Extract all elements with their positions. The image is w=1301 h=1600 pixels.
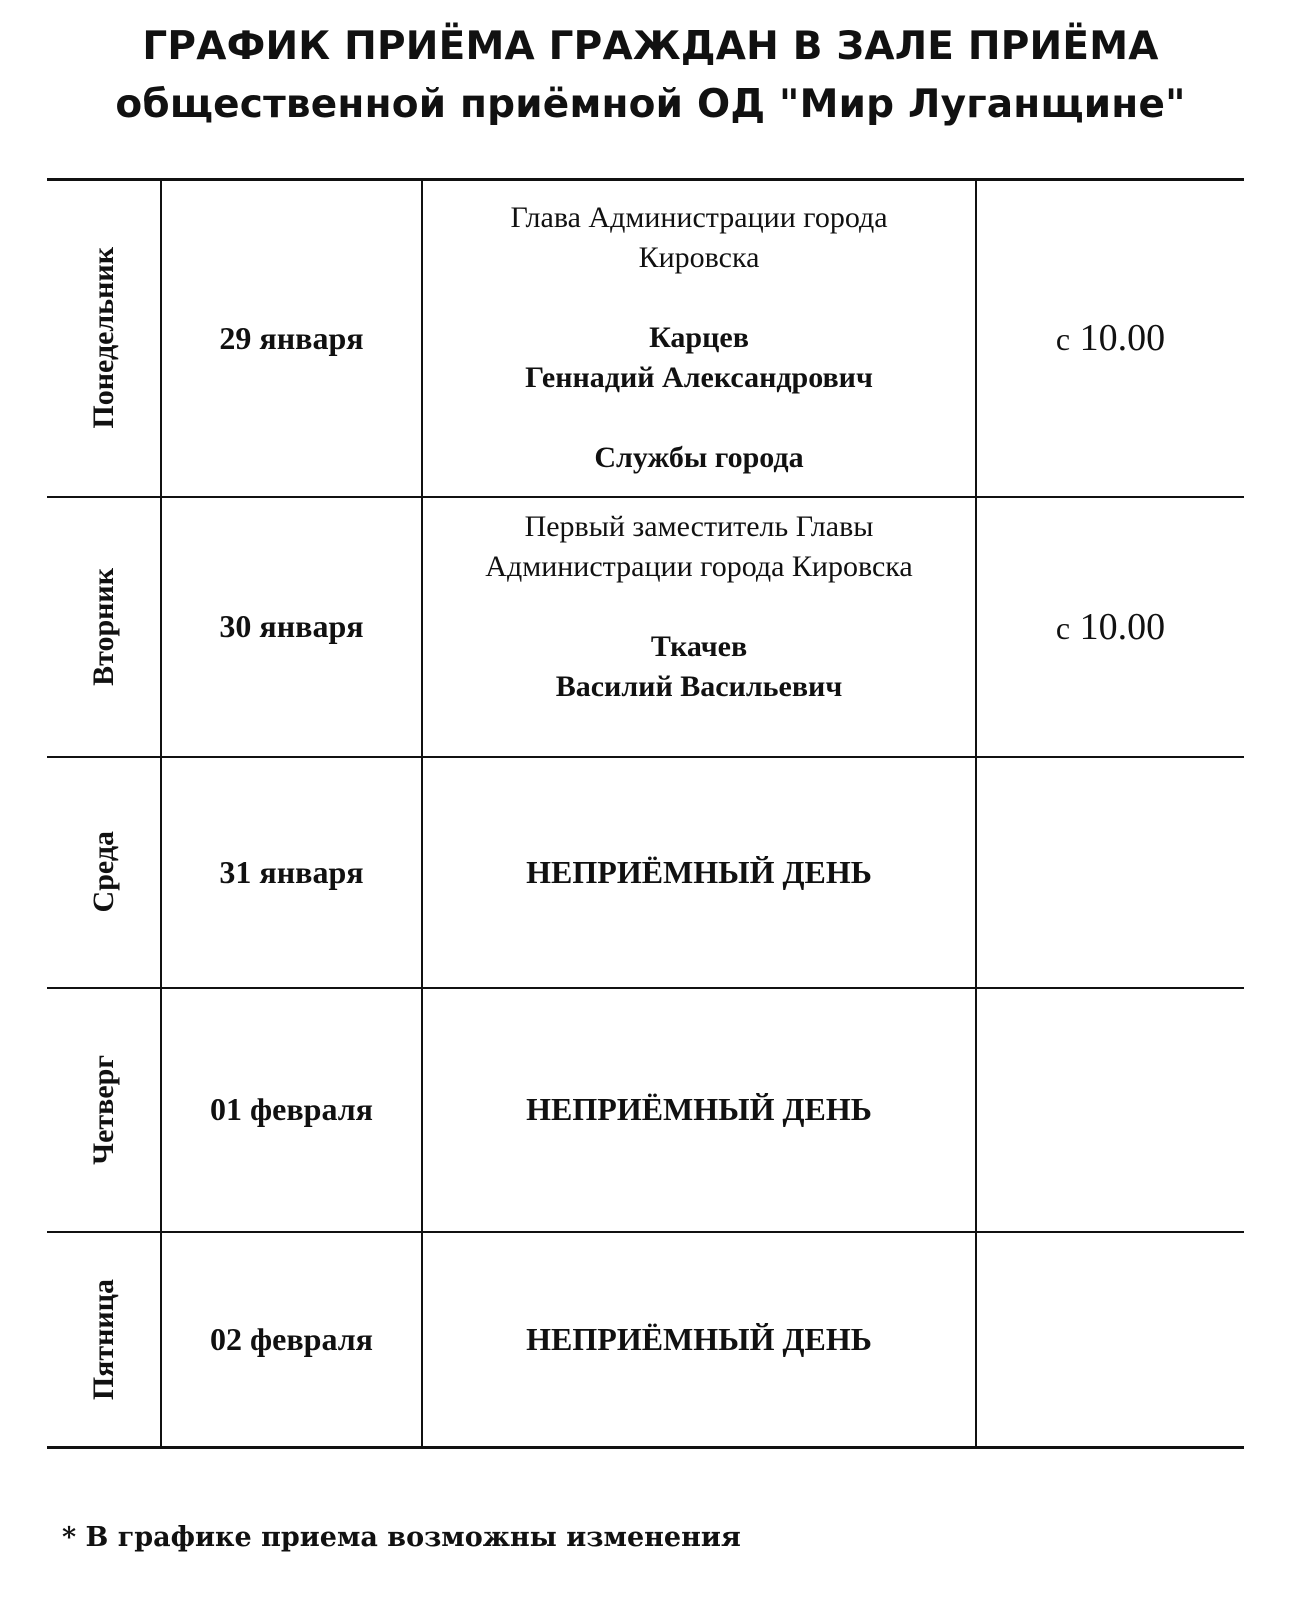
position-line: Первый заместитель Главы (524, 509, 874, 543)
day-label: Среда (86, 831, 120, 913)
time-cell (976, 497, 1244, 757)
table-row (47, 1232, 1244, 1448)
official-surname: Карцев (649, 321, 749, 355)
official-name: Василий Васильевич (555, 669, 843, 703)
time-text: с 10.00 (1055, 317, 1166, 360)
date-text: 30 января (219, 608, 364, 644)
day-label: Пятница (86, 1278, 120, 1400)
info-cell (422, 1232, 976, 1448)
time-cell (976, 180, 1244, 497)
day-cell (47, 497, 161, 757)
date-cell (161, 757, 422, 988)
day-cell (47, 988, 161, 1232)
table-row (47, 180, 1244, 497)
time-cell (976, 1232, 1244, 1448)
date-text: 01 февраля (210, 1091, 373, 1127)
info-cell (422, 497, 976, 757)
day-cell (47, 757, 161, 988)
official-surname: Ткачев (650, 629, 748, 663)
date-text: 31 января (219, 853, 364, 890)
date-text: 29 января (219, 319, 364, 356)
services-note: Службы города (594, 441, 804, 475)
title-line-1: ГРАФИК ПРИЁМА ГРАЖДАН В ЗАЛЕ ПРИЁМА (142, 24, 1159, 69)
info-cell (422, 988, 976, 1232)
day-label: Вторник (86, 567, 120, 686)
date-text: 02 февраля (210, 1320, 373, 1357)
date-cell (161, 497, 422, 757)
table-row (47, 757, 1244, 988)
non-reception-day: НЕПРИЁМНЫЙ ДЕНЬ (526, 1320, 872, 1357)
time-cell (976, 757, 1244, 988)
position-line: Глава Администрации города (510, 201, 888, 235)
official-name: Геннадий Александрович (525, 361, 873, 395)
day-cell (47, 1232, 161, 1448)
non-reception-day: НЕПРИЁМНЫЙ ДЕНЬ (526, 853, 872, 890)
time-text: с 10.00 (1055, 605, 1166, 648)
position-line: Кировска (638, 241, 760, 275)
day-cell (47, 180, 161, 497)
info-cell (422, 757, 976, 988)
position-line: Администрации города Кировска (485, 549, 913, 583)
title-line-2: общественной приёмной ОД "Мир Луганщине" (115, 82, 1186, 127)
table-row (47, 988, 1244, 1232)
date-cell (161, 1232, 422, 1448)
day-label: Четверг (86, 1054, 120, 1165)
info-cell (422, 180, 976, 497)
page-title (0, 18, 1301, 134)
date-cell (161, 180, 422, 497)
day-label: Понедельник (86, 247, 120, 430)
time-cell (976, 988, 1244, 1232)
table-row (47, 497, 1244, 757)
footnote: * В графике приема возможны изменения (62, 1522, 741, 1553)
non-reception-day: НЕПРИЁМНЫЙ ДЕНЬ (526, 1091, 872, 1127)
schedule-table (47, 178, 1244, 1449)
date-cell (161, 988, 422, 1232)
